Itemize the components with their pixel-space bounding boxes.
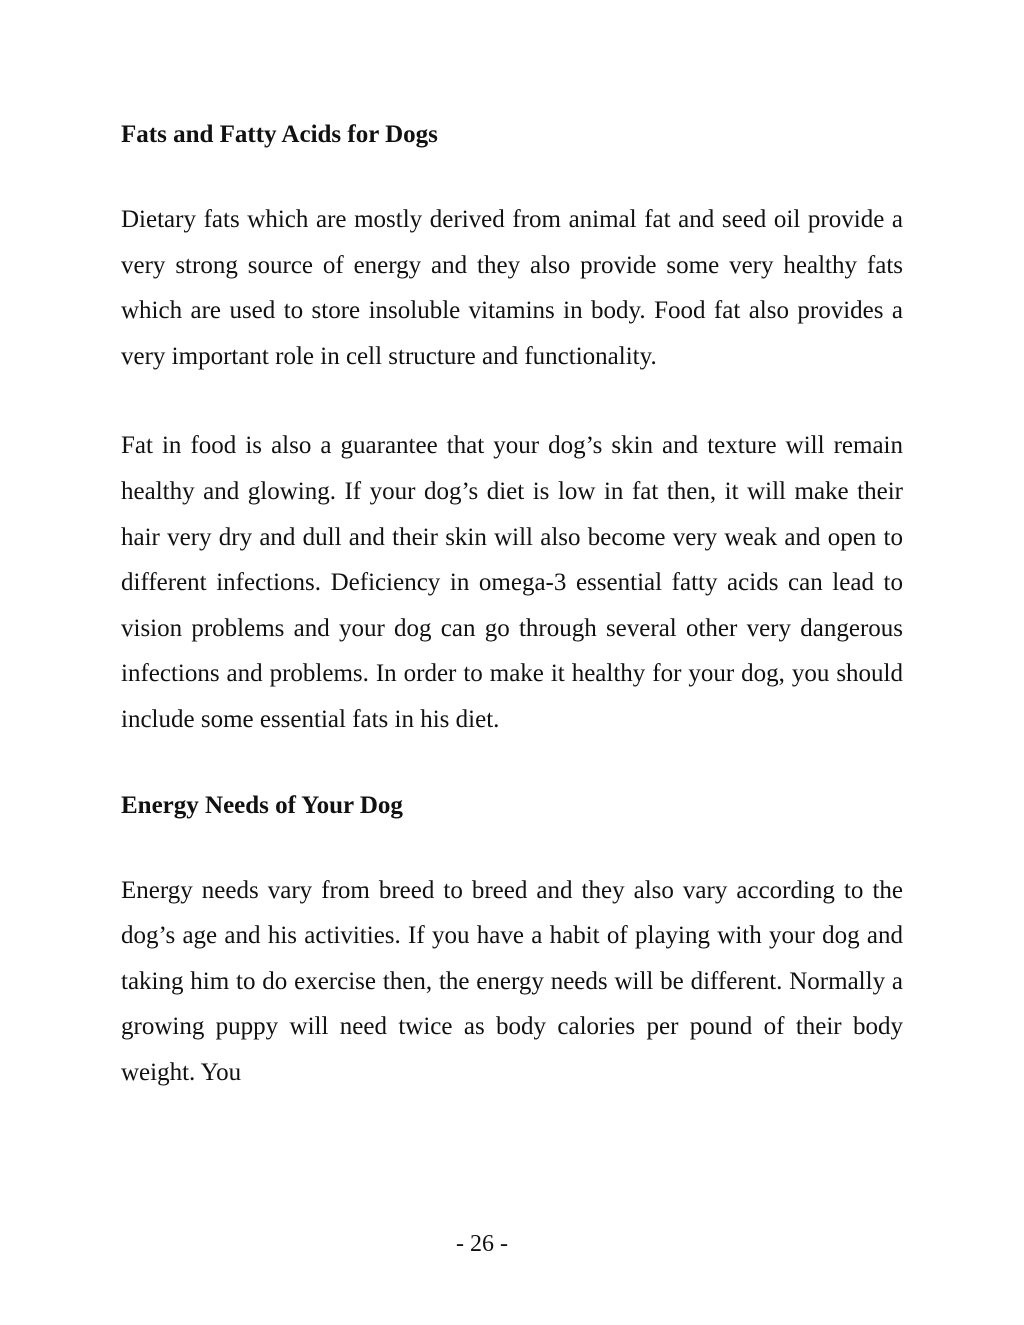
paragraph-energy-needs: Energy needs vary from breed to breed and they also vary according to the dog’s age and his activities. If you have a habit of playing with your dog and taking him to do exercise then, the energy needs will be different. Normally a growing puppy will need twice as body calories per pound of their body weight. You	[121, 876, 903, 1086]
paragraph-fat-in-food: Fat in food is also a guarantee that your dog’s skin and texture will remain healthy and glowing. If your dog’s diet is low in fat then, it will make their hair very dry and dull and their skin will also become very weak and open to different infections. Deficiency in omega-3 essential fatty acids can lead to vision problems and your dog can go through several other very dangerous infections and problems. In order to make it healthy for your dog, you should include some essential fats in his diet.	[121, 432, 903, 733]
document-page	[121, 112, 903, 1096]
paragraph-dietary-fats: Dietary fats which are mostly derived from animal fat and seed oil provide a very strong source of energy and they also provide some very healthy fats which are used to store insoluble vitamins in body. Food fat also provides a very important role in cell structure and functionality.	[121, 206, 903, 370]
section-heading-fats: Fats and Fatty Acids for Dogs	[121, 121, 438, 148]
section-heading-energy: Energy Needs of Your Dog	[121, 791, 403, 819]
page-number: - 26 -	[456, 1231, 508, 1257]
